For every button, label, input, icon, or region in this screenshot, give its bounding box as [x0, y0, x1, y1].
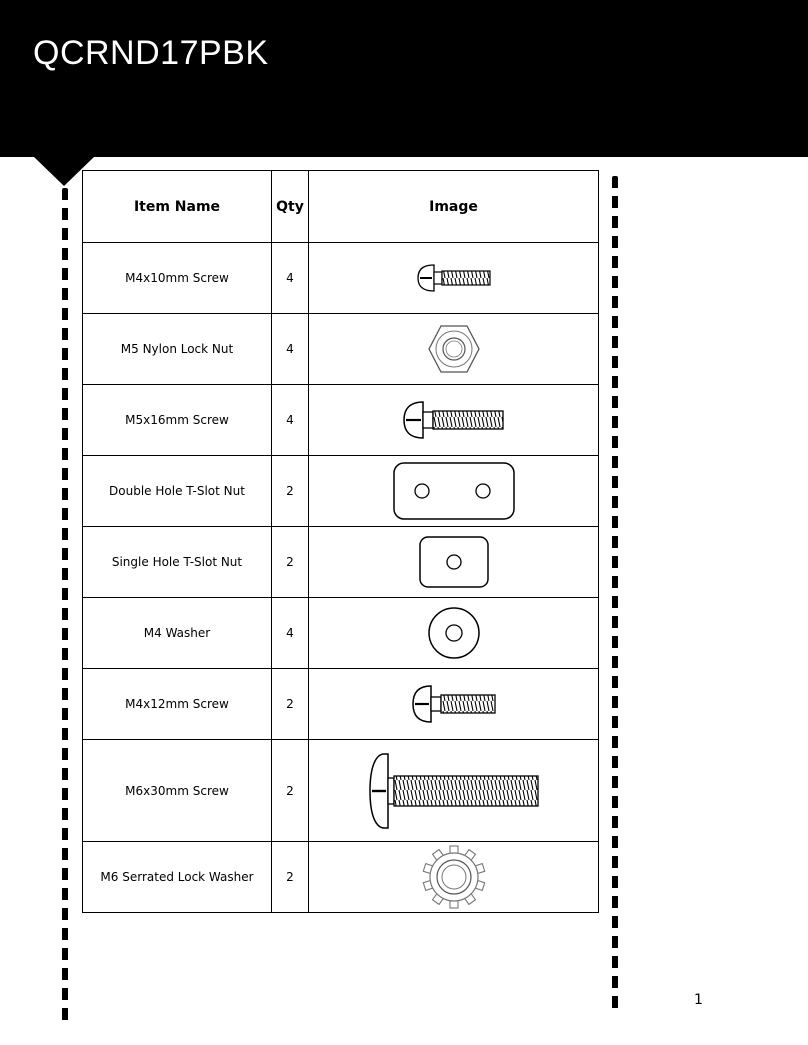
item-image: [309, 314, 599, 385]
item-qty: 2: [272, 842, 309, 913]
washer-icon: [426, 605, 482, 661]
table-row: [83, 456, 599, 527]
page-number: 1: [694, 992, 703, 1008]
document-title: QCRND17PBK: [33, 34, 269, 72]
table-header-row: [83, 171, 599, 243]
item-qty: 2: [272, 669, 309, 740]
item-name: Double Hole T-Slot Nut: [83, 456, 272, 527]
item-image: [309, 527, 599, 598]
item-name: M4x10mm Screw: [83, 243, 272, 314]
left-dashed-border: [62, 188, 68, 1028]
item-name: M5x16mm Screw: [83, 385, 272, 456]
item-image: [309, 598, 599, 669]
item-image: [309, 456, 599, 527]
table-row: [83, 527, 599, 598]
item-name: M4x12mm Screw: [83, 669, 272, 740]
table-row: [83, 669, 599, 740]
item-name: M5 Nylon Lock Nut: [83, 314, 272, 385]
item-image: [309, 740, 599, 842]
header-image: Image: [309, 171, 599, 243]
item-qty: 4: [272, 385, 309, 456]
item-image: [309, 243, 599, 314]
item-image: [309, 385, 599, 456]
table-row: [83, 243, 599, 314]
table-row: [83, 598, 599, 669]
double-hole-t-slot-nut-icon: [391, 460, 517, 522]
header-bar: [0, 0, 808, 157]
table-row: [83, 314, 599, 385]
pan-head-screw-icon: [401, 397, 507, 443]
table-row: [83, 842, 599, 913]
pan-head-screw-icon: [414, 258, 494, 298]
right-dashed-border: [612, 176, 618, 1012]
parts-table: [82, 170, 599, 913]
item-name: Single Hole T-Slot Nut: [83, 527, 272, 598]
hex-nut-icon: [427, 323, 481, 375]
item-qty: 2: [272, 527, 309, 598]
item-name: M6x30mm Screw: [83, 740, 272, 842]
item-qty: 4: [272, 598, 309, 669]
item-name: M6 Serrated Lock Washer: [83, 842, 272, 913]
item-image: [309, 842, 599, 913]
single-hole-t-slot-nut-icon: [417, 534, 491, 590]
header-qty: Qty: [272, 171, 309, 243]
serrated-lock-washer-icon: [421, 844, 487, 910]
item-qty: 4: [272, 243, 309, 314]
table-row: [83, 385, 599, 456]
item-image: [309, 669, 599, 740]
pan-head-screw-icon: [410, 681, 498, 727]
item-qty: 4: [272, 314, 309, 385]
item-name: M4 Washer: [83, 598, 272, 669]
table-row: [83, 740, 599, 842]
item-qty: 2: [272, 740, 309, 842]
truss-head-screw-icon: [366, 750, 542, 832]
item-qty: 2: [272, 456, 309, 527]
header-item-name: Item Name: [83, 171, 272, 243]
